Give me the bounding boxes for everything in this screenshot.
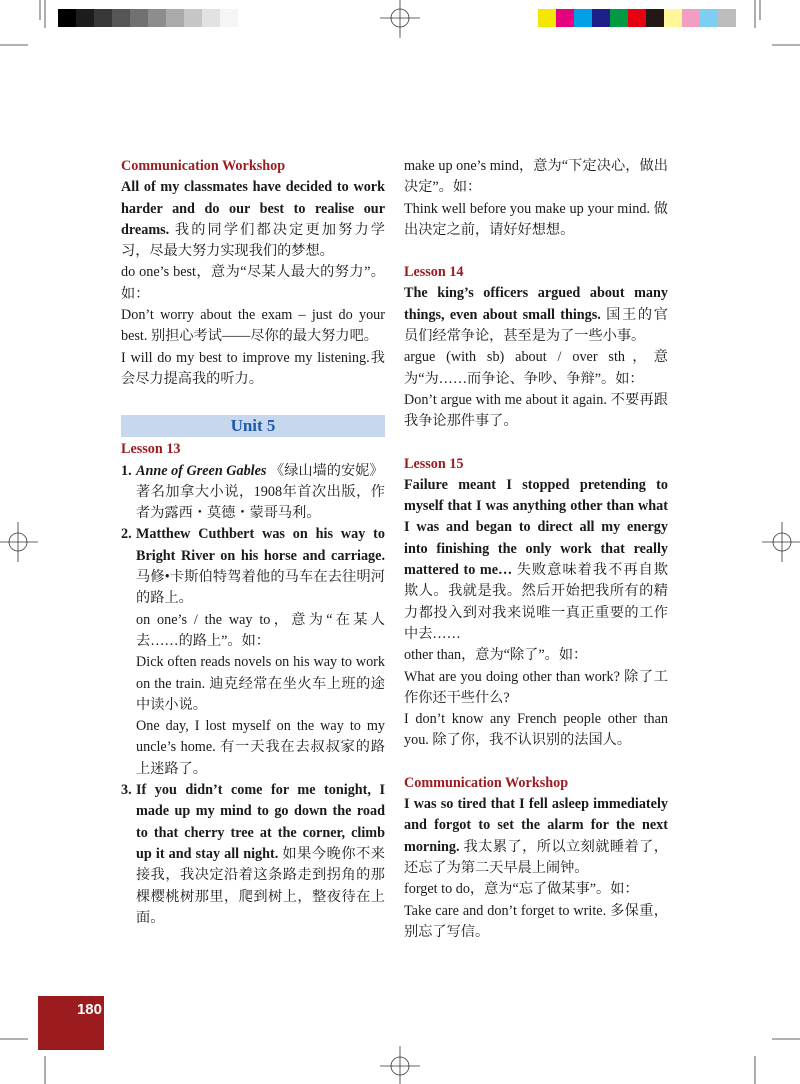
translation: 马修•卡斯伯特驾着他的马车在去往明河的路上。 xyxy=(136,569,385,607)
book-title-cn: 《绿山墙的安妮》 xyxy=(270,462,384,479)
section-heading-communication-workshop: Communication Workshop xyxy=(404,774,569,791)
item-number: 1. xyxy=(121,462,132,479)
translation: 国王的官员们经常争论，甚至是为了一些小事。 xyxy=(404,306,668,345)
phrase-note: make up one’s mind，意为“下定决心，做出决定”。如： xyxy=(404,158,668,196)
list-item xyxy=(121,461,385,525)
list-item xyxy=(121,524,385,780)
key-sentence: All of my classmates have decided to work harder and do our best to realise our dreams. xyxy=(121,179,385,238)
phrase-note: do one’s best，意为“尽某人最大的努力”。如： xyxy=(121,264,385,302)
example-sentence: Dick often reads novels on his way to work on the train. 迪克经常在坐火车上班的途中读小说。 xyxy=(136,654,385,713)
key-sentence: Matthew Cuthbert was on his way to Bright River on his horse and carriage. xyxy=(136,526,385,564)
list-item xyxy=(121,780,385,929)
right-column xyxy=(404,156,668,943)
left-column xyxy=(121,156,385,929)
key-sentence: The king’s officers argued about many things, even about small things. xyxy=(404,285,668,323)
example-sentence: Don’t argue with me about it again. 不要再跟我争论那件事了。 xyxy=(404,391,668,430)
example-sentence: Think well before you make up your mind. 做出决定之前，请好好想想。 xyxy=(404,200,668,238)
item-number: 2. xyxy=(121,526,132,543)
phrase-note: on one’s / the way to，意为“在某人去……的路上”。如： xyxy=(136,611,385,649)
key-sentence: Failure meant I stopped pretending to myself that I was anything other than what I was and began to direct all my energy into finishing the only work that really mattered to me… xyxy=(404,476,668,579)
key-sentence: If you didn’t come for me tonight, I made up my mind to go down the road to that cherry tree at the corner, climb up it and stay all night. xyxy=(136,782,385,862)
item-number: 3. xyxy=(121,782,132,799)
phrase-note: forget to do，意为“忘了做某事”。如： xyxy=(404,881,639,898)
section-heading-communication-workshop: Communication Workshop xyxy=(121,158,286,174)
phrase-note: other than，意为“除了”。如： xyxy=(404,647,588,664)
unit-banner: Unit 5 xyxy=(121,415,385,437)
example-sentence: Take care and don’t forget to write. 多保重，别忘了写信。 xyxy=(404,902,668,940)
workshop-entry xyxy=(121,177,385,262)
translation: 如果今晚你不来接我，我决定沿着这条路走到拐角的那棵樱桃树那里，爬到树上，整夜待在上面。 xyxy=(136,845,385,926)
example-sentence: I will do my best to improve my listening.我会尽力提高我的听力。 xyxy=(121,349,385,387)
example-sentence: One day, I lost myself on the way to my uncle’s home. 有一天我在去叔叔家的路上迷路了。 xyxy=(136,718,385,777)
lesson-heading: Lesson 15 xyxy=(404,455,464,472)
page-number: 180 xyxy=(76,1001,102,1018)
book-note: 著名加拿大小说，1908年首次出版，作者为露西・莫德・蒙哥马利。 xyxy=(136,483,385,522)
book-title: Anne of Green Gables xyxy=(136,462,267,479)
lesson-heading: Lesson 13 xyxy=(121,441,181,458)
lesson-heading: Lesson 14 xyxy=(404,264,464,281)
translation: 失败意味着我不再自欺欺人。我就是我。然后开始把我所有的精力都投入到对我来说唯一真正重要的工作中去…… xyxy=(404,562,668,642)
key-sentence: I was so tired that I fell asleep immediately and forgot to set the alarm for the next morning. xyxy=(404,796,668,855)
example-sentence: I don’t know any French people other than you. 除了你，我不认识别的法国人。 xyxy=(404,711,668,749)
translation: 我的同学们都决定更加努力学习，尽最大努力实现我们的梦想。 xyxy=(121,221,385,260)
translation: 我太累了，所以立刻就睡着了，还忘了为第二天早晨上闹钟。 xyxy=(404,838,668,876)
example-sentence: What are you doing other than work? 除了工作你还干些什么? xyxy=(404,668,668,706)
phrase-note: argue (with sb) about / over sth，意为“为……而争论、争吵、争辩”。如： xyxy=(404,349,668,387)
example-sentence: Don’t worry about the exam – just do your best. 别担心考试——尽你的最大努力吧。 xyxy=(121,307,385,345)
